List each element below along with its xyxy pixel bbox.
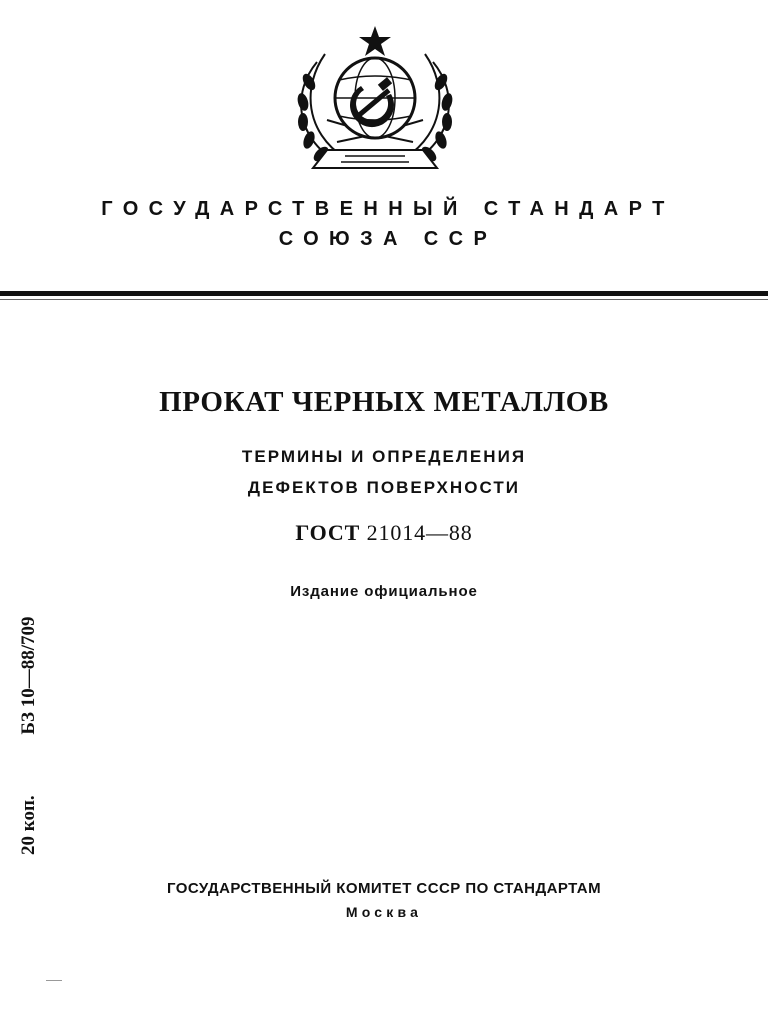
divider-thick bbox=[0, 291, 768, 296]
header-union-line: СОЮЗА ССР bbox=[278, 228, 498, 250]
soviet-coat-of-arms-icon bbox=[287, 22, 463, 180]
price-label: 20 коп. bbox=[18, 795, 39, 855]
edition-label: Издание официальное bbox=[290, 583, 478, 600]
publisher-city: Москва bbox=[345, 904, 423, 920]
standard-number: 21014—88 bbox=[366, 520, 473, 545]
side-note bbox=[18, 616, 40, 855]
document-subtitle-line2: ДЕФЕКТОВ ПОВЕРХНОСТИ bbox=[247, 478, 521, 497]
standard-designation bbox=[0, 520, 768, 546]
document-subtitle-line1: ТЕРМИНЫ И ОПРЕДЕЛЕНИЯ bbox=[241, 447, 527, 466]
standard-prefix: ГОСТ bbox=[295, 520, 361, 545]
print-mark bbox=[46, 980, 62, 981]
star-icon bbox=[359, 26, 391, 56]
divider-thin bbox=[0, 299, 768, 300]
document-title: ПРОКАТ ЧЕРНЫХ МЕТАЛЛОВ bbox=[159, 386, 609, 418]
print-code: БЗ 10—88/709 bbox=[18, 616, 39, 735]
header-standard-line: ГОСУДАРСТВЕННЫЙ СТАНДАРТ bbox=[101, 198, 675, 220]
publisher-name: ГОСУДАРСТВЕННЫЙ КОМИТЕТ СССР ПО СТАНДАРТАМ bbox=[166, 880, 602, 897]
